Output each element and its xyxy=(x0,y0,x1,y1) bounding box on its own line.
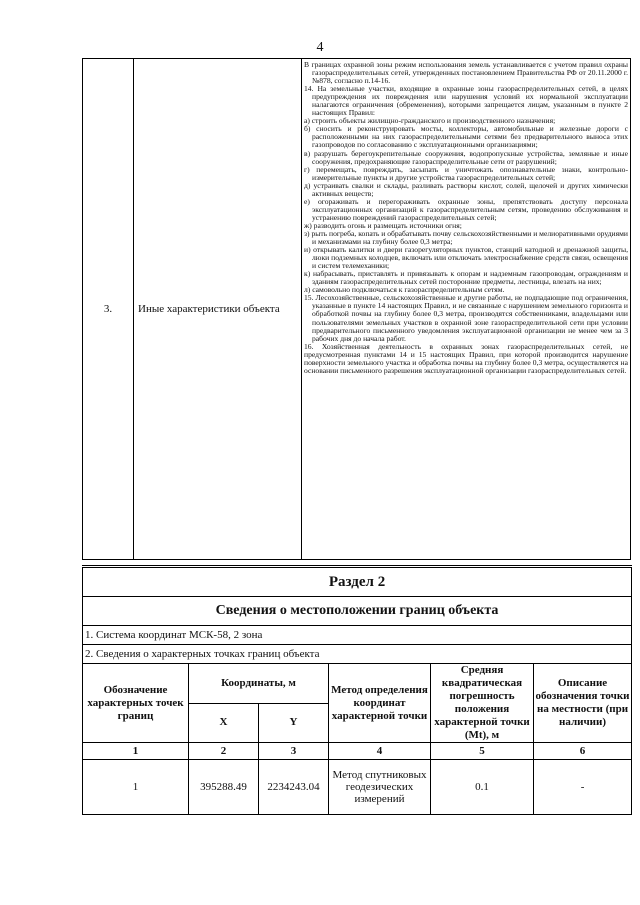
point-x: 395288.49 xyxy=(189,760,259,815)
row-number: 3. xyxy=(83,59,134,560)
col-number: 4 xyxy=(329,743,431,760)
page-number: 4 xyxy=(316,40,324,55)
restriction-paragraph: а) строить объекты жилищно-гражданского и производственного назначения; xyxy=(304,116,556,126)
restriction-paragraph: ж) разводить огонь и размещать источники огня; xyxy=(304,220,462,230)
row-name: Иные характеристики объекта xyxy=(134,59,302,560)
characteristics-table xyxy=(82,58,631,560)
column-numbers-row xyxy=(83,743,632,760)
restrictions-text xyxy=(302,59,631,560)
table-row xyxy=(83,760,632,815)
restriction-paragraph: к) набрасывать, приставлять и привязывать к опорам и надземным газопроводам, ограждениям и зданиям газораспределительных сетей посторонние предметы, лестницы, влезать на них; xyxy=(304,269,628,287)
restriction-paragraph: В границах охранной зоны режим использования земель устанавливается с учетом правил охраны газораспределительных сетей, утвержденных постановлением Правительства РФ от 20.11.2000 г. №878, согласно п.14-16. xyxy=(304,60,628,86)
col-number: 1 xyxy=(83,743,189,760)
point-accuracy: 0.1 xyxy=(431,760,534,815)
header-y: Y xyxy=(259,703,329,743)
header-method: Метод определения координат характерной точки xyxy=(329,664,431,743)
header-designation: Обозначение характерных точек границ xyxy=(83,664,189,743)
coordinate-system: 1. Система координат МСК-58, 2 зона xyxy=(83,626,632,645)
section-subtitle: Сведения о местоположении границ объекта xyxy=(83,597,632,626)
header-coords: Координаты, м xyxy=(189,664,329,704)
point-y: 2234243.04 xyxy=(259,760,329,815)
restriction-paragraph: з) рыть погреба, копать и обрабатывать почву сельскохозяйственными и мелиоративными орудиями и механизмами на глубину более 0,3 метра; xyxy=(304,228,628,247)
restriction-paragraph: л) самовольно подключаться к газораспределительным сетям. xyxy=(304,285,505,295)
restriction-paragraph: б) сносить и реконструировать мосты, коллекторы, автомобильные и железные дороги с расположенными на них газораспределительными сетями без предварительного выноса этих газопроводов по согласованию с эксплуатационными организациями; xyxy=(304,124,628,150)
restriction-paragraph: в) разрушать берегоукрепительные сооружения, водопропускные устройства, земляные и иные сооружения, предохраняющие газораспределительные сети от разрушений; xyxy=(304,148,628,166)
restriction-paragraph: 14. На земельные участки, входящие в охранные зоны газораспределительных сетей, в целях предупреждения их повреждения или нарушения условий их нормальной эксплуатации налагаются ограничения (обременения), которыми запрещается лицам, указанным в пункте 2 настоящих Правил: xyxy=(304,84,628,118)
section-title: Раздел 2 xyxy=(83,567,632,597)
point-id: 1 xyxy=(83,760,189,815)
restriction-paragraph: и) открывать калитки и двери газорегуляторных пунктов, станций катодной и дренажной защиты, люки подземных колодцев, включать или отключать электроснабжение средств связи, освещения и систем телемеханики; xyxy=(304,245,628,271)
restriction-paragraph: 16. Хозяйственная деятельность в охранных зонах газораспределительных сетей, не предусмотренная пунктами 14 и 15 настоящих Правил, при которой производится нарушение поверхности земельного участка и обработка почвы на глубину более 0,3 метра, осуществляется на основании письменного разрешения эксплуатационной организации газораспределительных сетей. xyxy=(304,341,628,375)
header-accuracy: Средняя квадратическая погрешность положения характерной точки (Mt), м xyxy=(431,664,534,743)
col-number: 5 xyxy=(431,743,534,760)
point-description: - xyxy=(534,760,632,815)
col-number: 3 xyxy=(259,743,329,760)
points-caption: 2. Сведения о характерных точках границ объекта xyxy=(83,645,632,664)
header-x: X xyxy=(189,703,259,743)
restriction-paragraph: е) огораживать и перегораживать охранные зоны, препятствовать доступу персонала эксплуатационных организаций к газораспределительным сетям, проведению обслуживания и устранению повреждений газораспределительных сетей; xyxy=(304,196,628,222)
restriction-paragraph: г) перемещать, повреждать, засыпать и уничтожать опознавательные знаки, контрольно-измерительные пункты и другие устройства газораспределительных сетей; xyxy=(304,164,628,182)
restriction-paragraph: д) устраивать свалки и склады, разливать растворы кислот, солей, щелочей и других химически активных веществ; xyxy=(304,180,628,198)
table-row xyxy=(83,59,631,560)
point-method: Метод спутниковых геодезических измерений xyxy=(329,760,431,815)
restriction-paragraph: 15. Лесохозяйственные, сельскохозяйственные и другие работы, не подпадающие под ограничения, указанные в пункте 14 настоящих Правил, и не связанные с нарушением земельного горизонта и обработкой почвы на глубину более 0,3 метра, производятся собственниками, владельцами или пользователями земельных участков в охранной зоне газораспределительной сети при условии предварительного письменного уведомления эксплуатационной организации не менее чем за 3 рабочих дня до начала работ. xyxy=(304,293,628,343)
header-description: Описание обозначения точки на местности (при наличии) xyxy=(534,664,632,743)
col-number: 6 xyxy=(534,743,632,760)
section-2-table xyxy=(82,565,632,815)
col-number: 2 xyxy=(189,743,259,760)
